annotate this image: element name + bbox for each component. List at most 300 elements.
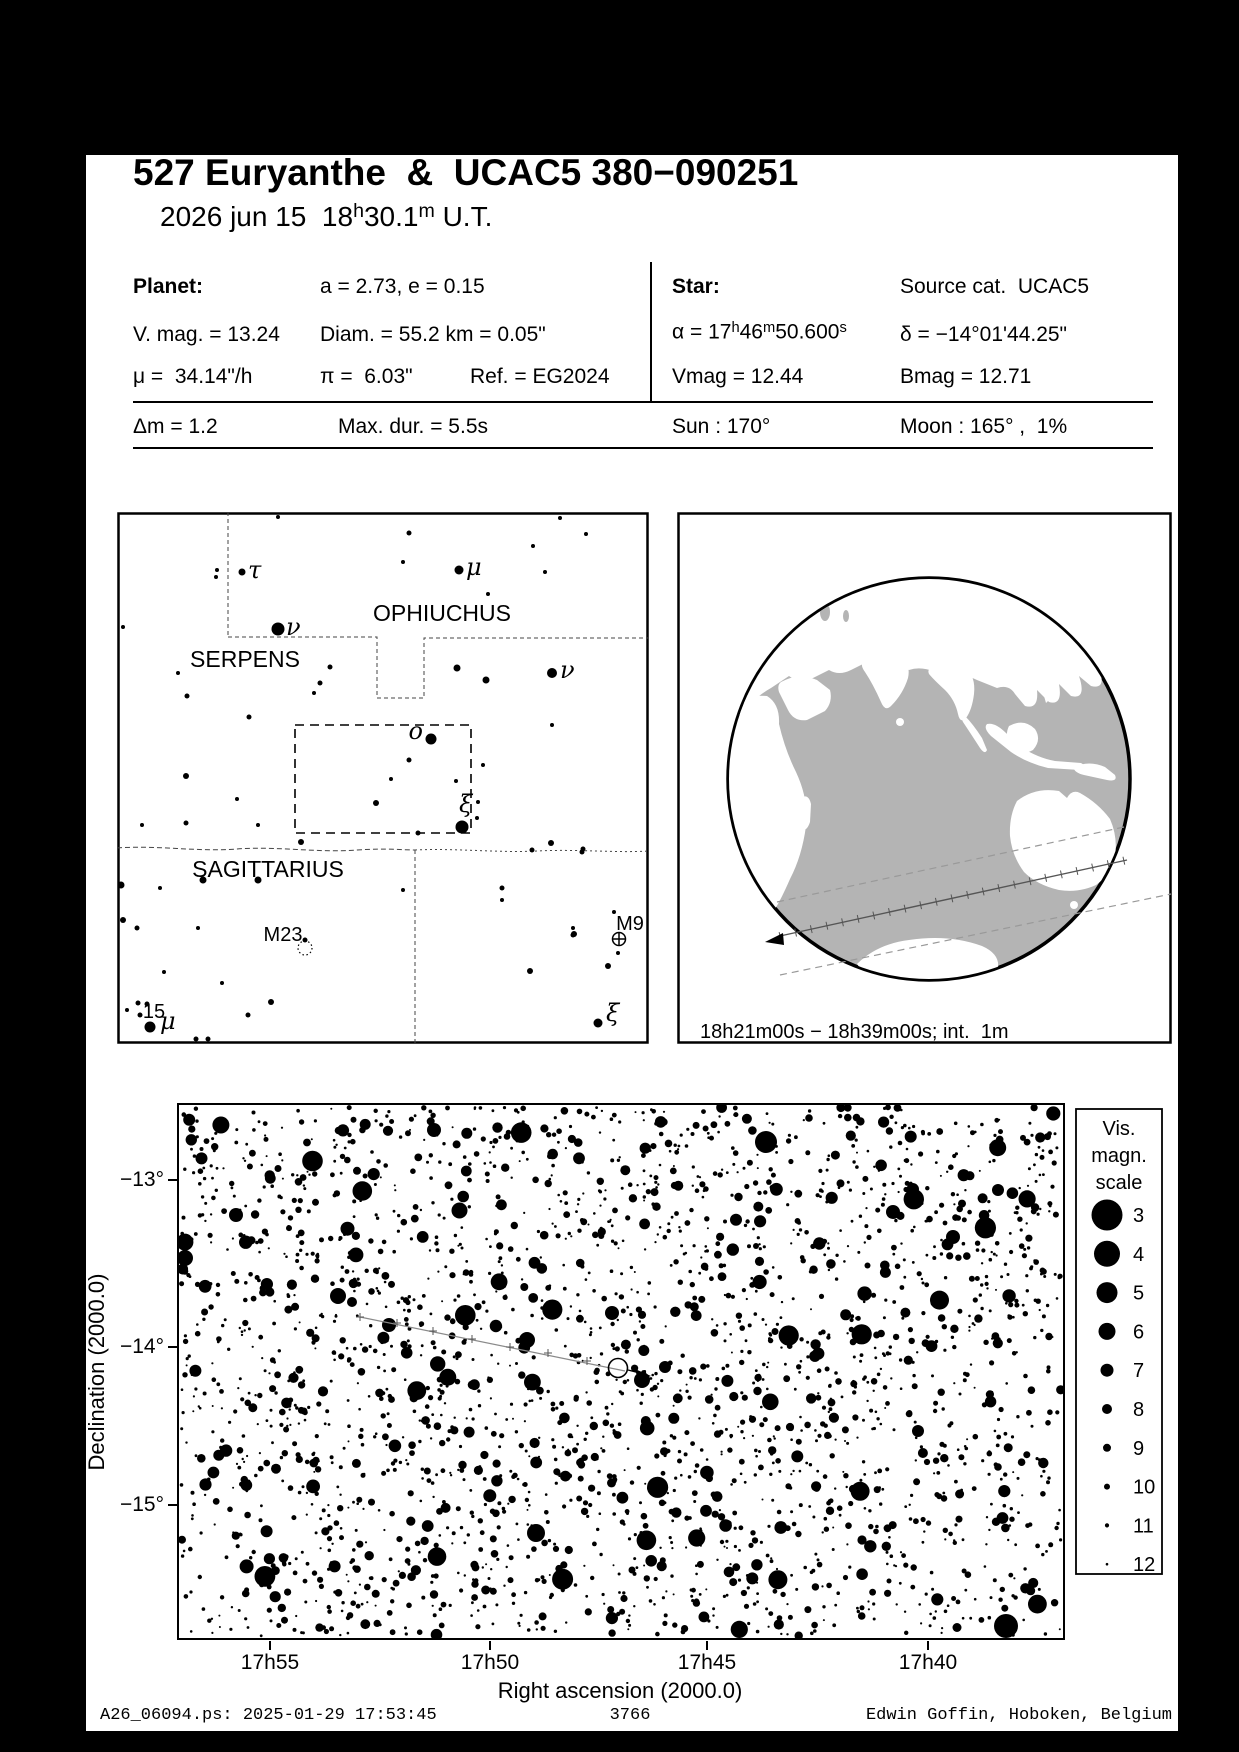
field-star	[333, 1160, 336, 1163]
field-star	[950, 1325, 958, 1333]
field-star	[955, 1490, 964, 1499]
field-star	[993, 1335, 996, 1338]
field-star	[754, 1215, 766, 1227]
field-star	[753, 1202, 763, 1212]
magnitude-value: 3	[1133, 1205, 1145, 1227]
field-star	[836, 1591, 840, 1595]
field-star	[706, 1364, 710, 1368]
field-star	[315, 1623, 323, 1631]
field-star	[382, 1577, 387, 1582]
field-star	[846, 1332, 848, 1334]
field-star	[790, 1510, 793, 1513]
field-star	[940, 1252, 943, 1255]
field-star	[359, 1584, 361, 1586]
field-star	[873, 1332, 880, 1339]
star-label: M9	[616, 913, 644, 935]
magnitude-value: 11	[1133, 1515, 1154, 1538]
field-star	[958, 1454, 964, 1460]
field-star	[628, 1537, 631, 1540]
field-star	[572, 1447, 578, 1453]
field-star	[851, 1482, 870, 1501]
field-star	[955, 1255, 961, 1261]
field-star	[654, 1577, 658, 1581]
field-star	[864, 1507, 867, 1510]
field-star	[186, 1357, 189, 1360]
field-star	[430, 1356, 445, 1371]
field-star	[1058, 1276, 1061, 1279]
field-star	[753, 1180, 758, 1185]
field-star	[483, 1489, 496, 1502]
field-star	[433, 1346, 437, 1350]
field-star	[404, 1317, 409, 1322]
field-star	[355, 1529, 358, 1532]
field-star	[356, 1604, 361, 1609]
field-star	[389, 1511, 395, 1517]
field-star	[891, 1182, 894, 1185]
field-star	[489, 1151, 491, 1153]
field-star	[211, 1143, 218, 1150]
field-star	[829, 1407, 833, 1411]
field-star	[217, 1341, 220, 1344]
field-star	[192, 1410, 194, 1412]
field-star	[567, 1317, 570, 1320]
field-star	[964, 1189, 966, 1191]
field-star	[1031, 1425, 1034, 1428]
field-star	[225, 1555, 229, 1559]
field-star	[1028, 1122, 1031, 1125]
field-star	[940, 1295, 943, 1298]
field-star	[612, 1113, 617, 1118]
field-star	[875, 1160, 887, 1172]
field-star	[700, 1466, 714, 1480]
field-star	[790, 1473, 792, 1475]
field-star	[840, 1309, 851, 1320]
field-star	[439, 1369, 456, 1386]
field-star	[1000, 1478, 1003, 1481]
field-star	[212, 1377, 217, 1382]
bright-star	[347, 1297, 357, 1307]
field-star	[548, 1284, 551, 1287]
field-star	[238, 1233, 243, 1238]
field-star	[964, 1589, 967, 1592]
field-star	[210, 1164, 213, 1167]
field-star	[562, 1504, 566, 1508]
field-star	[312, 1334, 320, 1342]
field-star	[464, 1574, 466, 1576]
field-star	[393, 1210, 396, 1213]
field-star	[935, 1161, 938, 1164]
field-star	[797, 1233, 800, 1236]
field-star	[204, 1494, 206, 1496]
field-star	[1012, 1351, 1017, 1356]
field-star	[671, 1519, 674, 1522]
field-star	[1050, 1185, 1054, 1189]
star-dot	[456, 821, 469, 834]
field-star	[312, 1199, 319, 1206]
field-star	[274, 1371, 281, 1378]
field-star	[405, 1558, 411, 1564]
field-star	[823, 1619, 825, 1621]
field-star	[824, 1527, 829, 1532]
field-star	[357, 1278, 360, 1281]
field-star	[449, 1249, 454, 1254]
star-ra	[672, 320, 847, 345]
field-star	[265, 1170, 275, 1180]
field-star	[859, 1215, 862, 1218]
field-star	[943, 1221, 948, 1226]
field-star	[795, 1632, 803, 1640]
field-star	[492, 1122, 502, 1132]
field-star	[471, 1601, 474, 1604]
field-star	[247, 1164, 253, 1170]
star-dot	[125, 1008, 129, 1012]
field-star	[474, 1578, 479, 1583]
field-star	[303, 1184, 305, 1186]
field-star	[737, 1171, 739, 1173]
field-star	[540, 1256, 542, 1258]
field-star	[670, 1541, 673, 1544]
field-star	[830, 1453, 835, 1458]
field-star	[1007, 1314, 1010, 1317]
field-star	[330, 1380, 333, 1383]
field-star	[951, 1192, 955, 1196]
field-star	[558, 1475, 560, 1477]
field-star	[968, 1330, 970, 1332]
field-star	[184, 1594, 189, 1599]
field-star	[857, 1286, 871, 1300]
field-star	[744, 1481, 747, 1484]
field-star	[817, 1368, 822, 1373]
field-star	[353, 1167, 361, 1175]
field-star	[669, 1536, 672, 1539]
field-star	[381, 1471, 386, 1476]
field-star	[580, 1265, 584, 1269]
field-star	[242, 1590, 250, 1598]
field-star	[185, 1118, 190, 1123]
field-star	[577, 1203, 579, 1205]
field-star	[320, 1547, 322, 1549]
field-star	[562, 1264, 565, 1267]
field-star	[905, 1131, 917, 1143]
field-star	[879, 1502, 882, 1505]
table-rule-bottom	[133, 447, 1153, 449]
field-star	[243, 1234, 246, 1237]
field-star	[391, 1367, 396, 1372]
field-star	[359, 1127, 365, 1133]
field-star	[742, 1114, 752, 1124]
field-star	[1040, 1268, 1046, 1274]
field-star	[776, 1323, 779, 1326]
field-star	[210, 1213, 212, 1215]
field-star	[631, 1288, 633, 1290]
field-star	[288, 1562, 291, 1565]
field-star	[394, 1184, 396, 1186]
field-star	[460, 1526, 463, 1529]
field-star	[629, 1313, 632, 1316]
field-star	[646, 1189, 651, 1194]
island	[1070, 901, 1078, 909]
field-star	[584, 1321, 587, 1324]
field-star	[1040, 1491, 1046, 1497]
field-star	[690, 1441, 695, 1446]
field-star	[569, 1125, 572, 1128]
field-star	[889, 1115, 893, 1119]
field-star	[390, 1345, 393, 1348]
field-star	[549, 1596, 552, 1599]
field-star	[295, 1406, 298, 1409]
bright-star	[519, 1332, 535, 1348]
field-star	[665, 1325, 667, 1327]
field-star	[511, 1177, 513, 1179]
field-star	[180, 1483, 184, 1487]
field-star	[341, 1610, 344, 1613]
field-star	[924, 1459, 930, 1465]
field-star	[979, 1293, 982, 1296]
field-star	[726, 1594, 729, 1597]
field-star	[361, 1473, 366, 1478]
field-star	[610, 1117, 614, 1121]
field-star	[702, 1196, 705, 1199]
field-star	[1016, 1415, 1019, 1418]
field-star	[467, 1178, 472, 1183]
field-star	[662, 1621, 667, 1626]
field-star	[747, 1586, 750, 1589]
field-star	[792, 1522, 797, 1527]
field-star	[760, 1541, 763, 1544]
field-star	[753, 1387, 761, 1395]
field-star	[905, 1181, 910, 1186]
field-star	[1047, 1476, 1050, 1479]
field-star	[938, 1389, 945, 1396]
field-star	[268, 1372, 270, 1374]
field-star	[555, 1407, 558, 1410]
field-star	[183, 1168, 186, 1171]
field-star	[762, 1318, 765, 1321]
field-star	[390, 1599, 394, 1603]
field-star	[511, 1222, 518, 1229]
star-dot	[135, 926, 140, 931]
field-star	[756, 1582, 758, 1584]
field-star	[781, 1301, 783, 1303]
field-star	[806, 1376, 810, 1380]
field-star	[267, 1608, 272, 1613]
field-star	[691, 1599, 694, 1602]
bright-star	[605, 1306, 619, 1320]
field-star	[826, 1583, 832, 1589]
field-star	[444, 1402, 446, 1404]
field-star	[495, 1603, 498, 1606]
field-star	[988, 1529, 990, 1531]
field-star	[700, 1256, 702, 1258]
field-star	[901, 1126, 904, 1129]
field-star	[565, 1147, 567, 1149]
field-star	[912, 1125, 915, 1128]
field-star	[618, 1573, 621, 1576]
magnitude-value: 12	[1133, 1554, 1156, 1575]
footer-page-number: 3766	[609, 1706, 651, 1725]
field-star	[952, 1345, 956, 1349]
field-star	[1048, 1210, 1050, 1212]
field-star	[780, 1633, 782, 1635]
field-star	[237, 1447, 244, 1454]
field-star	[201, 1309, 208, 1316]
field-star	[873, 1166, 875, 1168]
field-star	[813, 1237, 825, 1249]
field-star	[1048, 1150, 1053, 1155]
bright-star	[427, 1123, 441, 1137]
field-star	[725, 1540, 728, 1543]
field-star	[748, 1543, 753, 1548]
field-star	[319, 1517, 322, 1520]
field-star	[181, 1554, 184, 1557]
field-star	[530, 1314, 534, 1318]
field-star	[693, 1244, 696, 1247]
field-star	[641, 1153, 646, 1158]
field-star	[455, 1351, 462, 1358]
field-star	[981, 1262, 983, 1264]
field-star	[844, 1104, 852, 1112]
star-label: Star:	[672, 275, 720, 298]
field-star	[962, 1217, 967, 1222]
field-star	[882, 1183, 886, 1187]
field-star	[626, 1512, 629, 1515]
field-star	[962, 1617, 965, 1620]
field-star	[712, 1614, 714, 1616]
field-star	[732, 1563, 740, 1571]
planet-diameter: Diam. = 55.2 km = 0.05"	[320, 323, 546, 346]
field-star	[576, 1443, 579, 1446]
field-star	[643, 1169, 646, 1172]
field-star	[231, 1187, 234, 1190]
field-star	[1022, 1619, 1025, 1622]
field-star	[452, 1126, 454, 1128]
field-star	[241, 1334, 243, 1336]
field-star	[497, 1501, 501, 1505]
field-star	[417, 1304, 423, 1310]
field-star	[1054, 1273, 1057, 1276]
field-star	[929, 1613, 932, 1616]
field-star	[732, 1511, 737, 1516]
field-star	[791, 1450, 803, 1462]
field-star	[474, 1466, 483, 1475]
field-star	[457, 1245, 459, 1247]
field-star	[805, 1150, 810, 1155]
field-star	[219, 1626, 221, 1628]
field-star	[562, 1446, 564, 1448]
field-star	[747, 1244, 751, 1248]
field-star	[496, 1199, 507, 1210]
star-label: μ	[466, 553, 482, 581]
field-star	[816, 1193, 820, 1197]
field-star	[927, 1132, 931, 1136]
field-star	[899, 1358, 902, 1361]
field-star	[548, 1208, 550, 1210]
finder-chart	[117, 512, 649, 1044]
field-star	[1027, 1185, 1029, 1187]
field-star	[768, 1332, 771, 1335]
field-star	[661, 1471, 666, 1476]
star-dot	[527, 968, 533, 974]
field-star	[346, 1347, 349, 1350]
field-star	[178, 1536, 186, 1544]
field-star	[821, 1585, 823, 1587]
field-star	[922, 1541, 925, 1544]
star-dot	[455, 566, 464, 575]
field-star	[734, 1193, 742, 1201]
field-star	[240, 1559, 254, 1573]
field-star	[385, 1338, 389, 1342]
field-star	[592, 1232, 599, 1239]
field-star	[284, 1306, 292, 1314]
field-star	[263, 1185, 266, 1188]
field-star	[324, 1422, 327, 1425]
field-star	[984, 1565, 987, 1568]
field-star	[375, 1389, 384, 1398]
field-star	[923, 1530, 925, 1532]
field-star	[512, 1131, 515, 1134]
field-star	[595, 1106, 598, 1109]
field-star	[1028, 1167, 1031, 1170]
field-star	[400, 1537, 403, 1540]
field-star	[390, 1587, 393, 1590]
field-star	[770, 1183, 783, 1196]
field-star	[913, 1518, 919, 1524]
field-star	[234, 1141, 238, 1145]
field-star	[941, 1632, 943, 1634]
field-star	[270, 1591, 281, 1602]
field-star	[619, 1609, 625, 1615]
field-star	[257, 1423, 259, 1425]
field-star	[910, 1494, 913, 1497]
field-star	[685, 1301, 692, 1308]
field-star	[526, 1125, 529, 1128]
field-star	[639, 1219, 650, 1230]
field-star	[596, 1458, 599, 1461]
field-star	[723, 1220, 727, 1224]
field-star	[602, 1436, 604, 1438]
field-star	[270, 1409, 273, 1412]
field-star	[571, 1436, 573, 1438]
field-star	[1043, 1275, 1046, 1278]
field-star	[624, 1469, 626, 1471]
field-star	[711, 1329, 719, 1337]
field-star	[470, 1614, 473, 1617]
field-star	[998, 1485, 1010, 1497]
magnitude-legend	[1075, 1108, 1163, 1575]
field-star	[871, 1293, 876, 1298]
field-star	[426, 1386, 430, 1390]
field-star	[962, 1242, 966, 1246]
field-star	[670, 1434, 673, 1437]
star-label: ξ	[459, 790, 473, 818]
field-star	[900, 1387, 903, 1390]
field-star	[204, 1220, 206, 1222]
field-star	[949, 1421, 953, 1425]
field-star	[754, 1312, 758, 1316]
field-star	[554, 1225, 557, 1228]
field-star	[599, 1205, 601, 1207]
field-star	[760, 1406, 763, 1409]
field-star	[642, 1111, 645, 1114]
field-star	[1042, 1470, 1045, 1473]
field-star	[449, 1272, 455, 1278]
bright-star	[177, 1250, 193, 1266]
field-star	[849, 1189, 852, 1192]
field-star	[554, 1458, 558, 1462]
field-star	[518, 1371, 525, 1378]
field-star	[1022, 1253, 1027, 1258]
field-star	[610, 1269, 614, 1273]
